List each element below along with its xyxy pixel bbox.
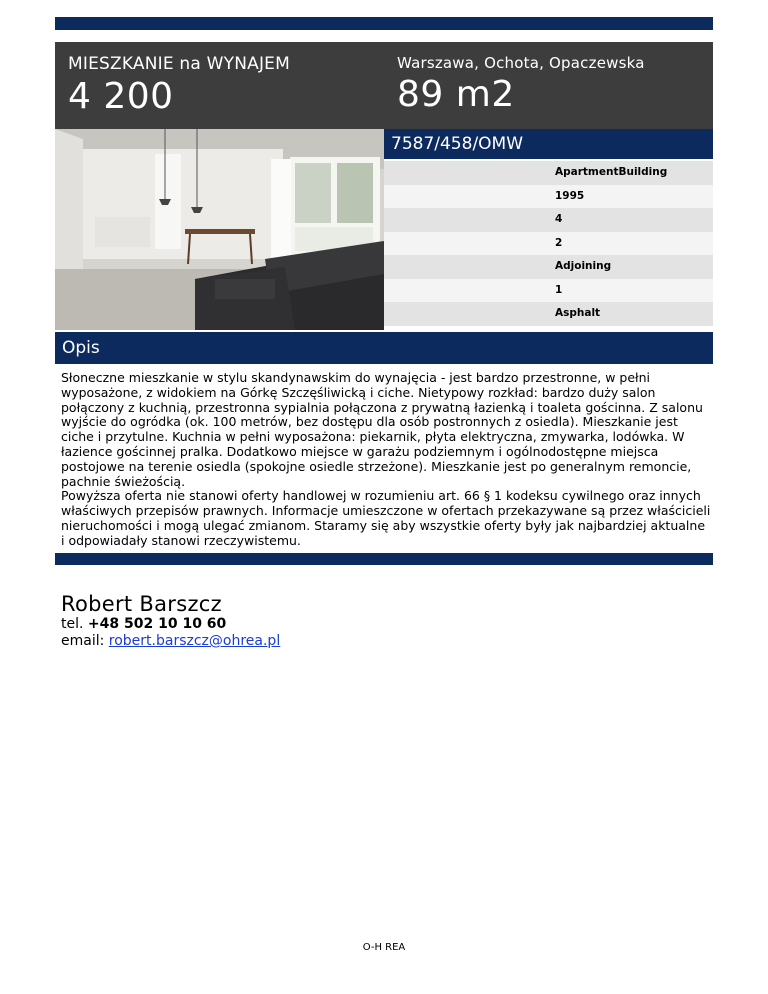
agent-phone: +48 502 10 10 60: [87, 616, 227, 632]
agent-phone-line: [61, 616, 280, 633]
listing-location: Warszawa, Ochota, Opaczewska: [397, 54, 645, 72]
agent-email-link[interactable]: robert.barszcz@ohrea.pl: [108, 633, 281, 649]
property-floor: 2: [384, 232, 713, 256]
description-disclaimer: Powyższa oferta nie stanowi oferty handlowej w rozumieniu art. 66 § 1 kodeksu cywilnego oraz innych właściwych przepisów prawnych. Informacje umieszczone w ofertach przekazywane są przez właścicieli nieruchomości i mogą ulegać zmianom. Staramy się aby wszystkie oferty były jak najbardziej aktualne i odpowiadały stanowi rzeczywistemu.: [61, 488, 711, 548]
listing-type: MIESZKANIE na WYNAJEM: [68, 54, 290, 74]
agent-contact: [61, 592, 280, 650]
agent-email-line: [61, 633, 280, 650]
description-heading: Opis: [55, 332, 713, 364]
top-divider-bar: [55, 17, 713, 30]
property-building-type: ApartmentBuilding: [384, 161, 713, 185]
property-kitchen: Adjoining: [384, 255, 713, 279]
listing-price: 4 200: [68, 76, 174, 117]
reference-number: 7587/458/OMW: [384, 129, 713, 159]
header-right: [397, 54, 645, 115]
property-list: [384, 161, 713, 326]
listing-area: 89 m2: [397, 74, 515, 115]
description-body: Słoneczne mieszkanie w stylu skandynawskim do wynajęcia - jest bardzo przestronne, w pełni wyposażone, z widokiem na Górkę Szczęśliwicką i ciche. Nietypowy rozkład: bardzo duży salon połączony z kuchnią, przestronna sypialnia połączona z prywatną łazienką i toaleta gościnna. Z salonu wyjście do ogródka (ok. 100 metrów, bez dostępu dla osób postronnych z osiedla). Mieszkanie jest ciche i przytulne. Kuchnia w pełni wyposażona: piekarnik, płyta elektryczna, zmywarka, lodówka. W łazience gościnnej pralka. Dodatkowo miejsce w garażu podziemnym i ogólnodostępne miejsca postojowe na terenie osiedla (spokojne osiedle strzeżone). Mieszkanie jest po generalnym remoncie, pachnie świeżością.: [61, 370, 703, 489]
agent-name: Robert Barszcz: [61, 592, 222, 616]
bottom-divider-bar: [55, 553, 713, 565]
phone-label: tel.: [61, 616, 84, 632]
listing-header: [55, 42, 713, 129]
description-text: [61, 371, 711, 549]
property-road-surface: Asphalt: [384, 302, 713, 326]
property-year-built: 1995: [384, 185, 713, 209]
header-left: [68, 54, 290, 117]
email-label: email:: [61, 633, 105, 649]
property-rooms: 4: [384, 208, 713, 232]
apartment-photo: [55, 129, 384, 330]
property-bathrooms: 1: [384, 279, 713, 303]
footer-company: O-H REA: [362, 942, 406, 953]
